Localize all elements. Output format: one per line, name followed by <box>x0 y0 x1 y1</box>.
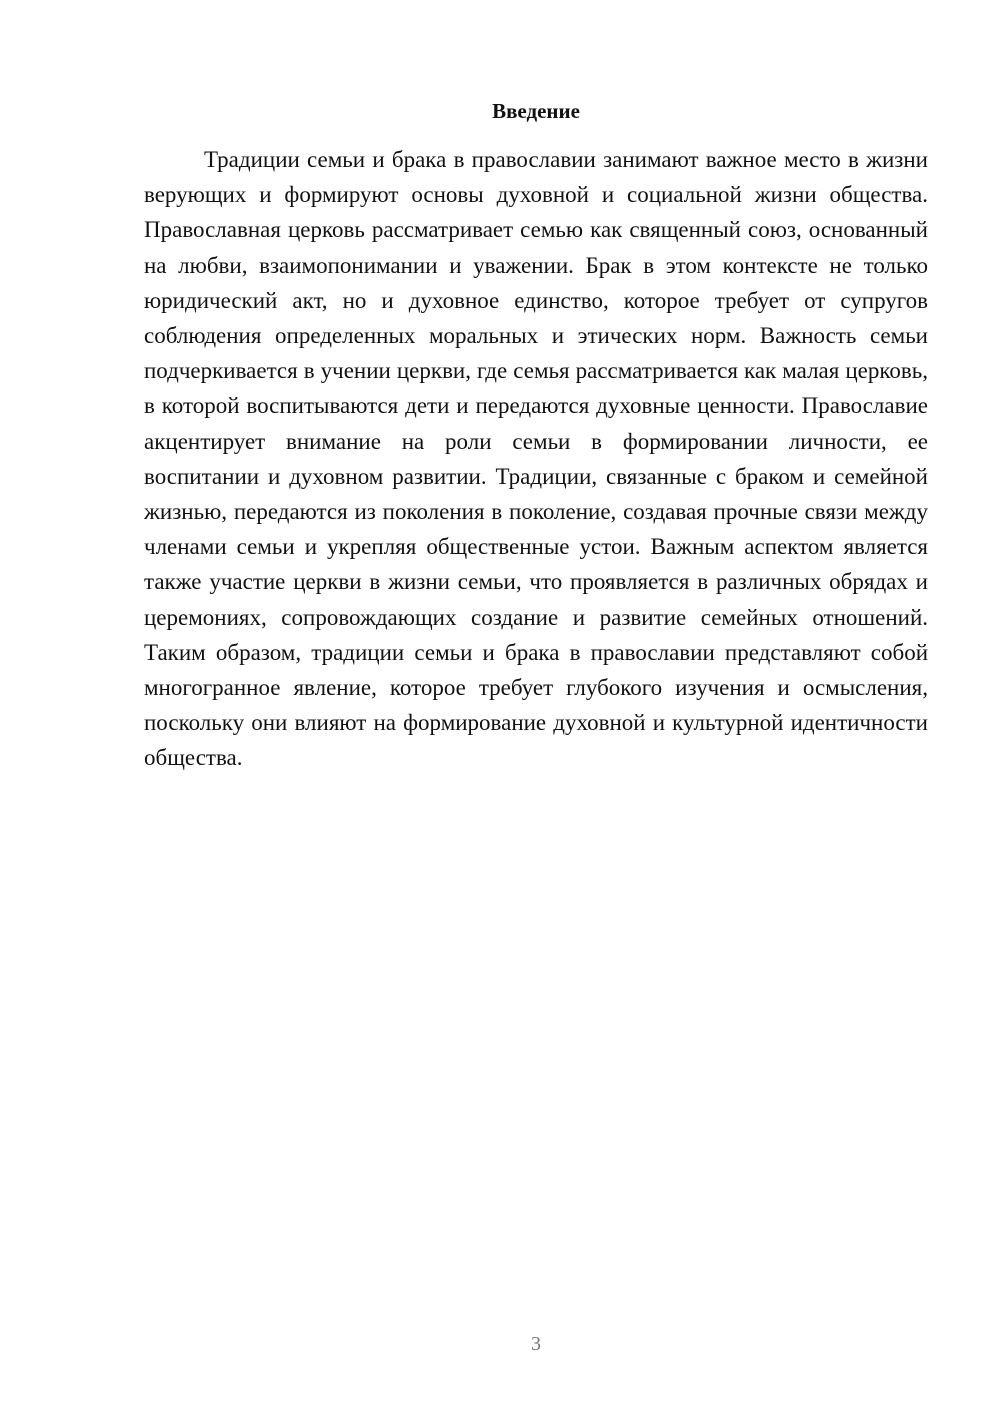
body-paragraph: Традиции семьи и брака в православии занимают важное место в жизни верующих и формируют основы духовной и социальной жизни общества. Православная церковь рассматривает семью как священный союз, основанный на любви, взаимопонимании и уважении. Брак в этом контексте не только юридический акт, но и духовное единство, которое требует от супругов соблюдения определенных моральных и этических норм. Важность семьи подчеркивается в учении церкви, где семья рассматривается как малая церковь, в которой воспитываются дети и передаются духовные ценности. Православие акцентирует внимание на роли семьи в формировании личности, ее воспитании и духовном развитии. Традиции, связанные с браком и семейной жизнью, передаются из поколения в поколение, создавая прочные связи между членами семьи и укрепляя общественные устои. Важным аспектом является также участие церкви в жизни семьи, что проявляется в различных обрядах и церемониях, сопровождающих создание и развитие семейных отношений. Таким образом, традиции семьи и брака в православии представляют собой многогранное явление, которое требует глубокого изучения и осмысления, поскольку они влияют на формирование духовной и культурной идентичности общества. <box>144 147 928 771</box>
page-number: 3 <box>531 1333 541 1355</box>
section-heading: Введение <box>492 99 580 123</box>
